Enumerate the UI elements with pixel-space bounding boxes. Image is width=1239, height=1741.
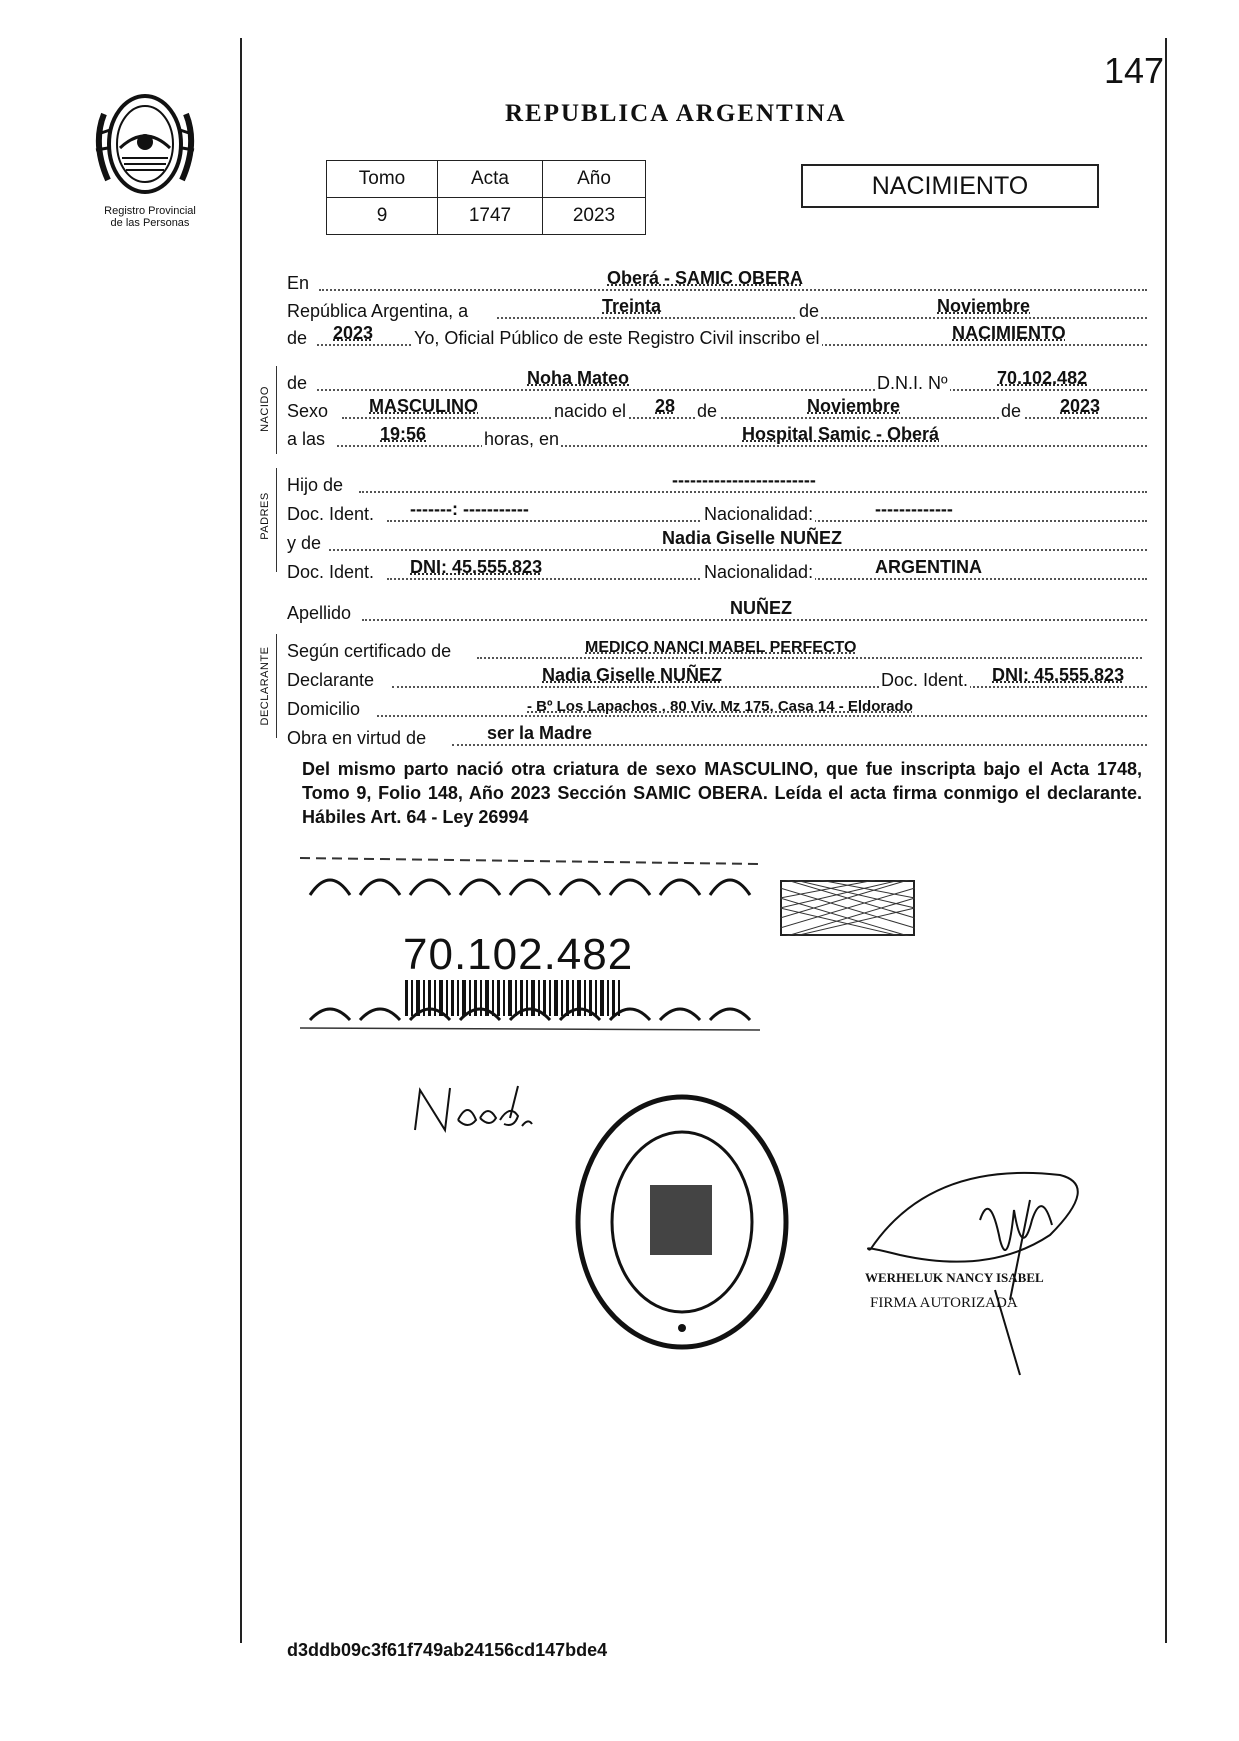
- label-apellido: Apellido: [287, 603, 352, 623]
- row-fecha: [287, 298, 1147, 322]
- page-number: 147: [1104, 50, 1165, 91]
- left-margin-line: [240, 38, 242, 1643]
- row-obra: [287, 725, 1147, 749]
- header-acta: Acta: [438, 161, 543, 198]
- label-sexo: Sexo: [287, 401, 329, 421]
- value-tomo: 9: [327, 198, 438, 235]
- header-tomo: Tomo: [327, 161, 438, 198]
- registry-office-seal: [570, 1090, 795, 1355]
- value-day: Treinta: [602, 296, 662, 316]
- label-y-de: y de: [287, 533, 322, 553]
- label-horas-en: horas, en: [484, 429, 560, 449]
- value-birth-year: 2023: [1060, 396, 1101, 416]
- label-birth-de2: de: [1001, 401, 1022, 421]
- document-title: REPUBLICA ARGENTINA: [505, 100, 847, 127]
- barcode-number: 70.102.482: [403, 930, 634, 979]
- row-doc2: [287, 559, 1147, 583]
- value-certificado: MEDICO NANCI MABEL PERFECTO: [585, 639, 857, 656]
- right-margin-line: [1165, 38, 1167, 1643]
- side-label-declarante: DECLARANTE: [259, 646, 271, 726]
- side-label-nacido: NACIDO: [259, 386, 271, 432]
- value-apellido: NUÑEZ: [730, 598, 792, 618]
- label-nacido-el: nacido el: [554, 401, 627, 421]
- side-label-padres: PADRES: [259, 492, 271, 540]
- value-decl-doc: DNI: 45.555.823: [992, 665, 1125, 685]
- row-apellido: [287, 600, 1147, 624]
- value-declarante: Nadia Giselle NUÑEZ: [542, 665, 723, 685]
- row-hora: [287, 426, 1147, 450]
- province-seal-logo: [86, 84, 204, 202]
- label-nacionalidad2: Nacionalidad:: [704, 562, 814, 582]
- row-en: [287, 270, 1147, 294]
- footer-hash: d3ddb09c3f61f749ab24156cd147bde4: [287, 1640, 608, 1660]
- label-doc1: Doc. Ident.: [287, 504, 375, 524]
- value-lugar: Hospital Samic - Oberá: [742, 424, 940, 444]
- declarant-signature: [410, 1080, 540, 1140]
- act-type-box: NACIMIENTO: [801, 164, 1099, 208]
- label-declarante: Declarante: [287, 670, 375, 690]
- label-en: En: [287, 273, 310, 293]
- nacido-bracket: [276, 366, 277, 454]
- row-hijo: [287, 472, 1147, 496]
- label-nombre-de: de: [287, 373, 308, 393]
- value-doc1: -------: -----------: [410, 499, 529, 519]
- row-declarante: [287, 667, 1147, 691]
- logo-caption-line1: Registro Provincial: [104, 205, 196, 217]
- label-birth-de1: de: [697, 401, 718, 421]
- row-doc1: [287, 501, 1147, 525]
- value-sexo: MASCULINO: [369, 396, 478, 416]
- row-sexo: [287, 398, 1147, 422]
- value-dni: 70.102.482: [997, 368, 1088, 388]
- value-birth-month: Noviembre: [807, 396, 901, 416]
- label-de1: de: [799, 301, 820, 321]
- registry-header-row: [327, 161, 646, 198]
- padres-bracket: [276, 468, 277, 572]
- notes-paragraph: Del mismo parto nació otra criatura de sexo MASCULINO, que fue inscripta bajo el Acta 1748, Tomo 9, Folio 148, Año 2023 Sección SAMIC OBERA. Leída el acta firma conmigo el declarante. Hábiles Art. 64 - Ley 26994: [302, 759, 1142, 827]
- row-inscribo: [287, 325, 1147, 349]
- label-nacionalidad1: Nacionalidad:: [704, 504, 814, 524]
- label-domicilio: Domicilio: [287, 699, 361, 719]
- label-doc2: Doc. Ident.: [287, 562, 375, 582]
- value-obra: ser la Madre: [487, 723, 593, 743]
- registry-table: [326, 160, 646, 235]
- label-inscribo: Yo, Oficial Público de este Registro Civil inscribo el: [414, 328, 820, 348]
- label-hijo-de: Hijo de: [287, 475, 344, 495]
- logo-caption: [80, 205, 220, 229]
- label-republica: República Argentina, a: [287, 301, 469, 321]
- label-dni: D.N.I. Nº: [877, 373, 948, 393]
- value-nombre: Noha Mateo: [527, 368, 630, 388]
- value-doc2: DNI: 45.555.823: [410, 557, 543, 577]
- value-acta: 1747: [438, 198, 543, 235]
- value-nac1: -------------: [875, 499, 953, 519]
- security-hologram: [780, 880, 915, 936]
- header-ano: Año: [543, 161, 646, 198]
- label-decl-doc: Doc. Ident.: [881, 670, 969, 690]
- row-certificado: [287, 638, 1142, 662]
- value-ano: 2023: [543, 198, 646, 235]
- signatory-name: WERHELUK NANCY ISABEL: [865, 1270, 1044, 1285]
- label-a-las: a las: [287, 429, 326, 449]
- value-en: Oberá - SAMIC OBERA: [607, 268, 804, 288]
- value-nac2: ARGENTINA: [875, 557, 982, 577]
- logo-caption-line2: de las Personas: [110, 217, 190, 229]
- value-hora: 19:56: [380, 424, 427, 444]
- value-inscribo: NACIMIENTO: [952, 323, 1066, 343]
- value-domicilio: - Bº Los Lapachos , 80 Viv. Mz 175, Casa 14 - Eldorado: [527, 698, 913, 715]
- value-birth-day: 28: [655, 396, 676, 416]
- declarante-bracket: [276, 634, 277, 738]
- label-de2: de: [287, 328, 308, 348]
- firma-autorizada: FIRMA AUTORIZADA: [870, 1295, 1018, 1311]
- value-year: 2023: [333, 323, 374, 343]
- label-obra: Obra en virtud de: [287, 728, 427, 748]
- label-certificado: Según certificado de: [287, 641, 452, 661]
- value-month: Noviembre: [937, 296, 1031, 316]
- value-hijo: ------------------------: [672, 470, 816, 490]
- row-nombre: [287, 370, 1147, 394]
- registry-value-row: [327, 198, 646, 235]
- row-madre: [287, 530, 1147, 554]
- row-domicilio: [287, 696, 1147, 720]
- value-madre: Nadia Giselle NUÑEZ: [662, 528, 843, 548]
